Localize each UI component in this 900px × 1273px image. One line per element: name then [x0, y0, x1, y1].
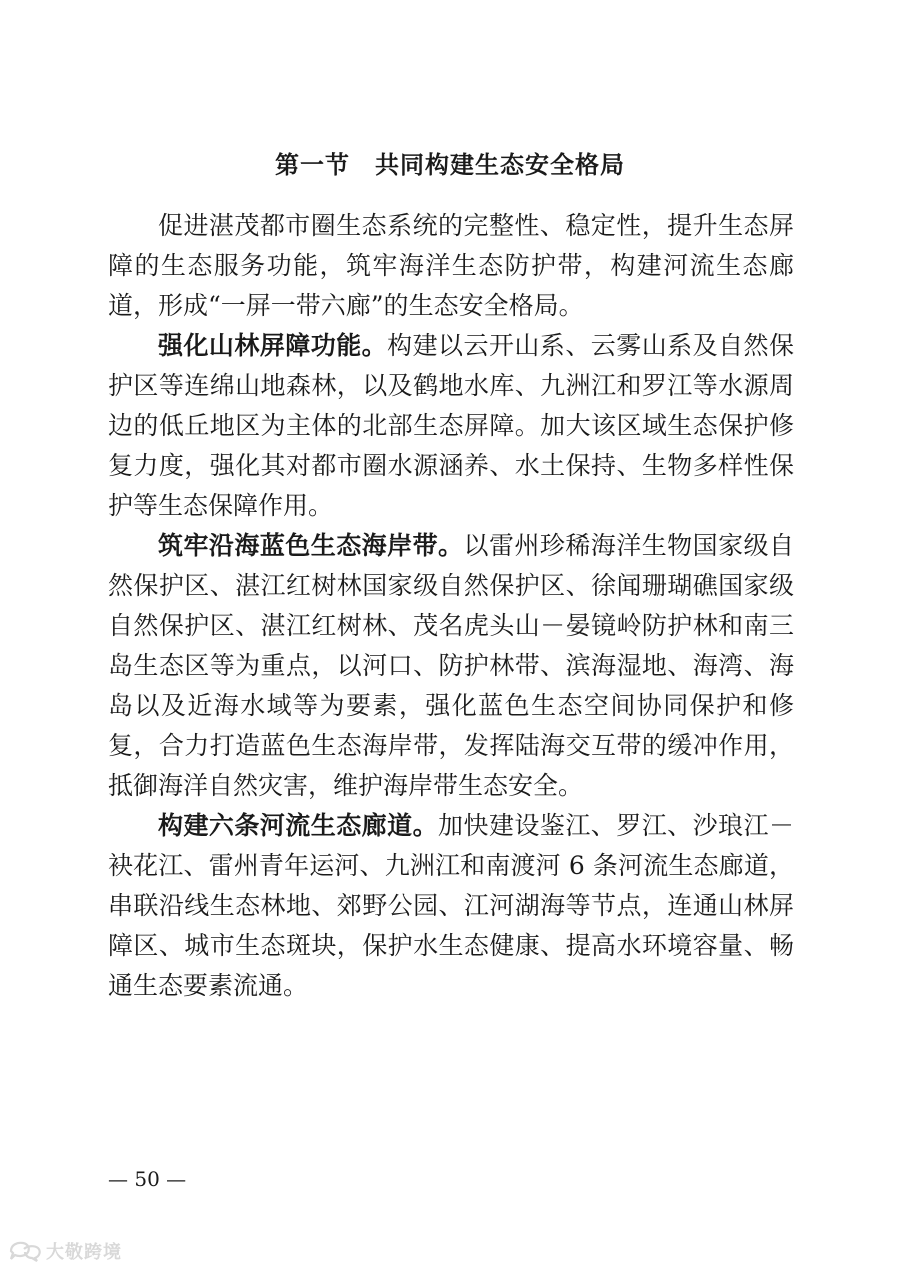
- paragraph-text: 构建以云开山系、云雾山系及自然保护区等连绵山地森林，以及鹤地水库、九洲江和罗江等水源周边的低丘地区为主体的北部生态屏障。加大该区域生态保护修复力度，强化其对都市圈水源涵养、水土保持、生物多样性保护等生态保障作用。: [108, 331, 794, 520]
- paragraph-text: 加快建设鉴江、罗江、沙琅江－袂花江、雷州青年运河、九洲江和南渡河 6 条河流生态廊道，串联沿线生态林地、郊野公园、江河湖海等节点，连通山林屏障区、城市生态斑块，保护水生态健康、提高水环境容量、畅通生态要素流通。: [108, 811, 794, 1000]
- watermark-text: 大敬跨境: [46, 1242, 122, 1263]
- paragraph-lead: 筑牢沿海蓝色生态海岸带。: [158, 531, 464, 560]
- paragraph-text: 促进湛茂都市圈生态系统的完整性、稳定性，提升生态屏障的生态服务功能，筑牢海洋生态防护带，构建河流生态廊道，形成“一屏一带六廊”的生态安全格局。: [108, 211, 794, 320]
- section-title: 第一节 共同构建生态安全格局: [275, 151, 625, 179]
- body-text: [108, 206, 794, 1006]
- paragraph-intro: [108, 206, 794, 326]
- paragraph-mountain-forest-barrier: [108, 326, 794, 526]
- paragraph-lead: 强化山林屏障功能。: [158, 331, 388, 360]
- paragraph-river-corridors: [108, 806, 794, 1006]
- paragraph-lead: 构建六条河流生态廊道。: [158, 811, 439, 840]
- watermark: [8, 1238, 122, 1264]
- paragraph-text: 以雷州珍稀海洋生物国家级自然保护区、湛江红树林国家级自然保护区、徐闻珊瑚礁国家级自然保护区、湛江红树林、茂名虎头山－晏镜岭防护林和南三岛生态区等为重点，以河口、防护林带、滨海湿地、海湾、海岛以及近海水域等为要素，强化蓝色生态空间协同保护和修复，合力打造蓝色生态海岸带，发挥陆海交互带的缓冲作用，抵御海洋自然灾害，维护海岸带生态安全。: [108, 531, 794, 800]
- paragraph-coastal-belt: [108, 526, 794, 806]
- page-number: — 50 —: [108, 1167, 187, 1191]
- chat-bubble-logo-icon: [8, 1240, 42, 1262]
